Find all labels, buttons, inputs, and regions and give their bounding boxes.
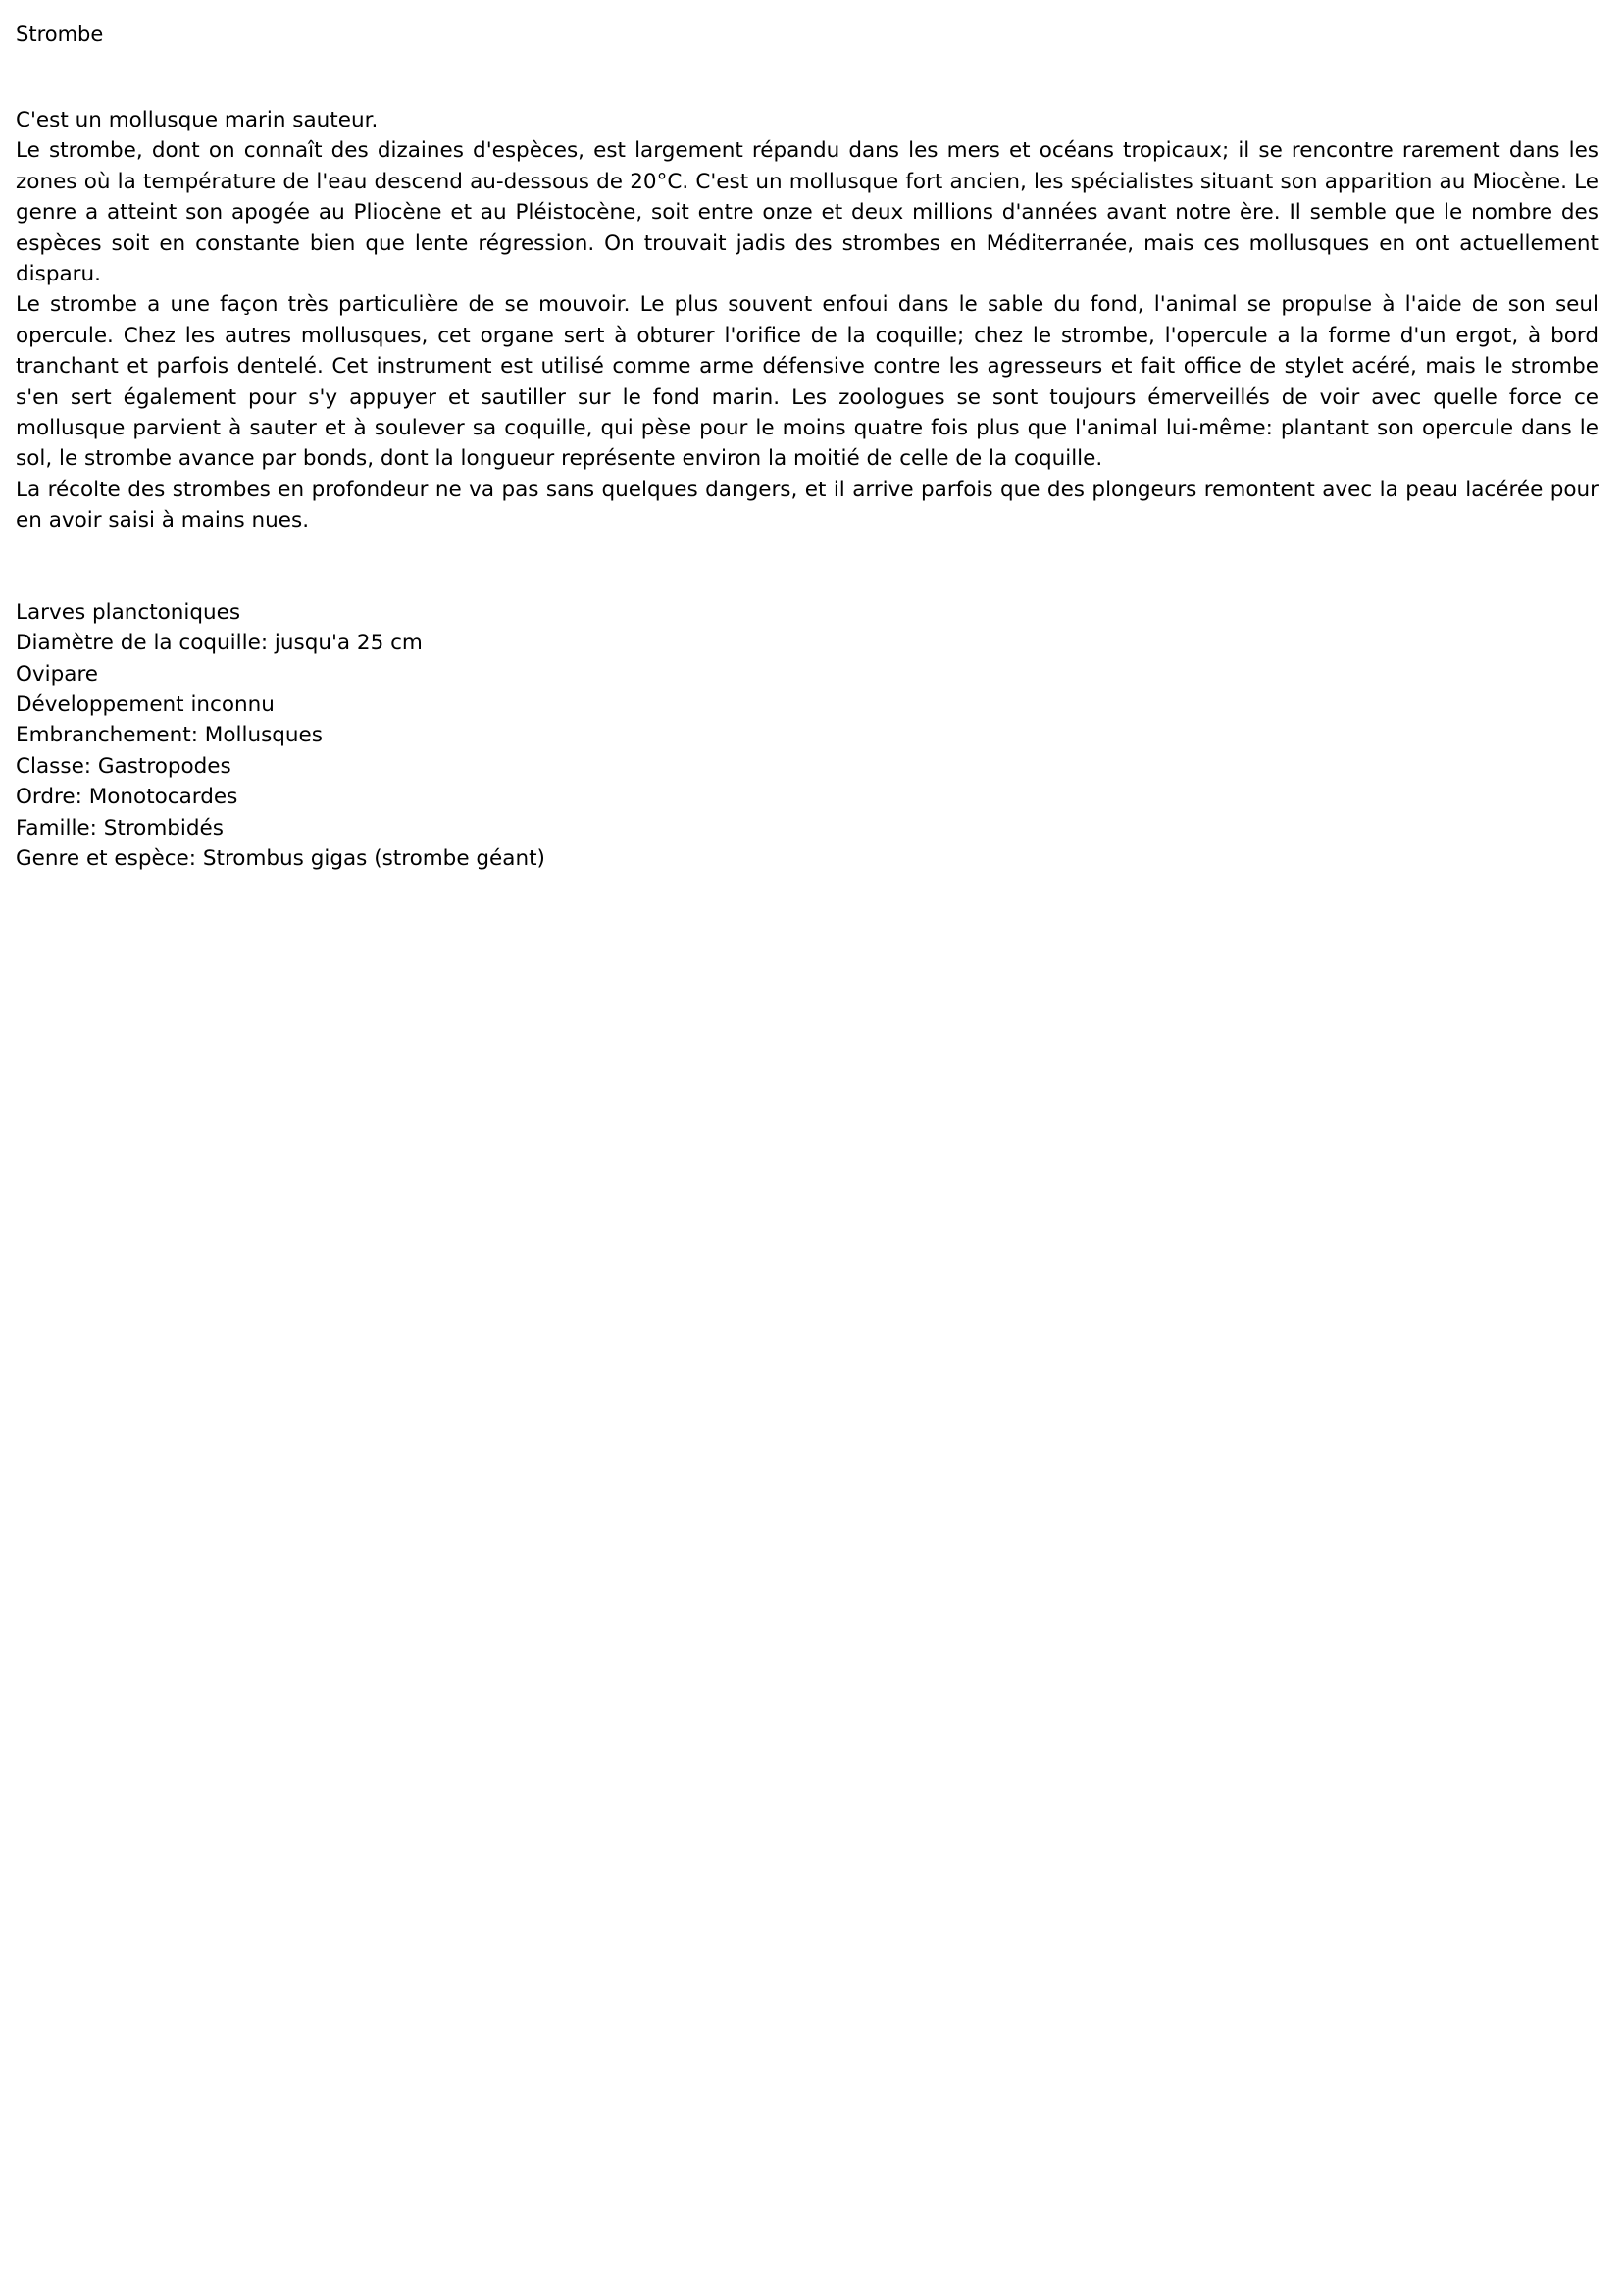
fact-phylum: Embranchement: Mollusques	[16, 723, 323, 748]
paragraph-intro: C'est un mollusque marin sauteur.	[16, 108, 379, 132]
fact-family: Famille: Strombidés	[16, 815, 224, 841]
body-facts-spacer	[16, 536, 1599, 597]
fact-class: Classe: Gastropodes	[16, 753, 231, 779]
fact-order: Ordre: Monotocardes	[16, 785, 238, 810]
document-body	[16, 105, 1599, 536]
fact-genus-species: Genre et espèce: Strombus gigas (strombe géant)	[16, 845, 545, 871]
species-facts-list	[16, 597, 1599, 875]
fact-development: Développement inconnu	[16, 691, 275, 717]
fact-larvae: Larves planctoniques	[16, 599, 241, 625]
paragraph-distribution: Le strombe, dont on connaît des dizaines d'espèces, est largement répandu dans les mers et océans tropicaux; il se rencontre rarement dans les zones où la température de l'eau descend au-dessous de 20°C. C'est un mollusque fort ancien, les spécialistes situant son apparition au Miocène. Le genre a atteint son apogée au Pliocène et au Pléistocène, soit entre onze et deux millions d'années avant notre ère. Il semble que le nombre des espèces soit en constante bien que lente régression. On trouvait jadis des strombes en Méditerranée, mais ces mollusques en ont actuellement disparu.	[16, 138, 1599, 287]
page-title: Strombe	[16, 23, 104, 46]
fact-reproduction: Ovipare	[16, 661, 99, 687]
paragraph-harvest: La récolte des strombes en profondeur ne va pas sans quelques dangers, et il arrive parfois que des plongeurs remontent avec la peau lacérée pour en avoir saisi à mains nues.	[16, 477, 1599, 534]
title-body-spacer	[16, 50, 1599, 105]
paragraph-locomotion: Le strombe a une façon très particulière de se mouvoir. Le plus souvent enfoui dans le sable du fond, l'animal se propulse à l'aide de son seul opercule. Chez les autres mollusques, cet organe sert à obturer l'orifice de la coquille; chez le strombe, l'opercule a la forme d'un ergot, à bord tranchant et parfois dentelé. Cet instrument est utilisé comme arme défensive contre les agresseurs et fait office de stylet acéré, mais le strombe s'en sert également pour s'y appuyer et sautiller sur le fond marin. Les zoologues se sont toujours émerveillés de voir avec quelle force ce mollusque parvient à sauter et à soulever sa coquille, qui pèse pour le moins quatre fois plus que l'animal lui-même: plantant son opercule dans le sol, le strombe avance par bonds, dont la longueur représente environ la moitié de celle de la coquille.	[16, 292, 1599, 472]
fact-shell-diameter: Diamètre de la coquille: jusqu'a 25 cm	[16, 631, 423, 656]
